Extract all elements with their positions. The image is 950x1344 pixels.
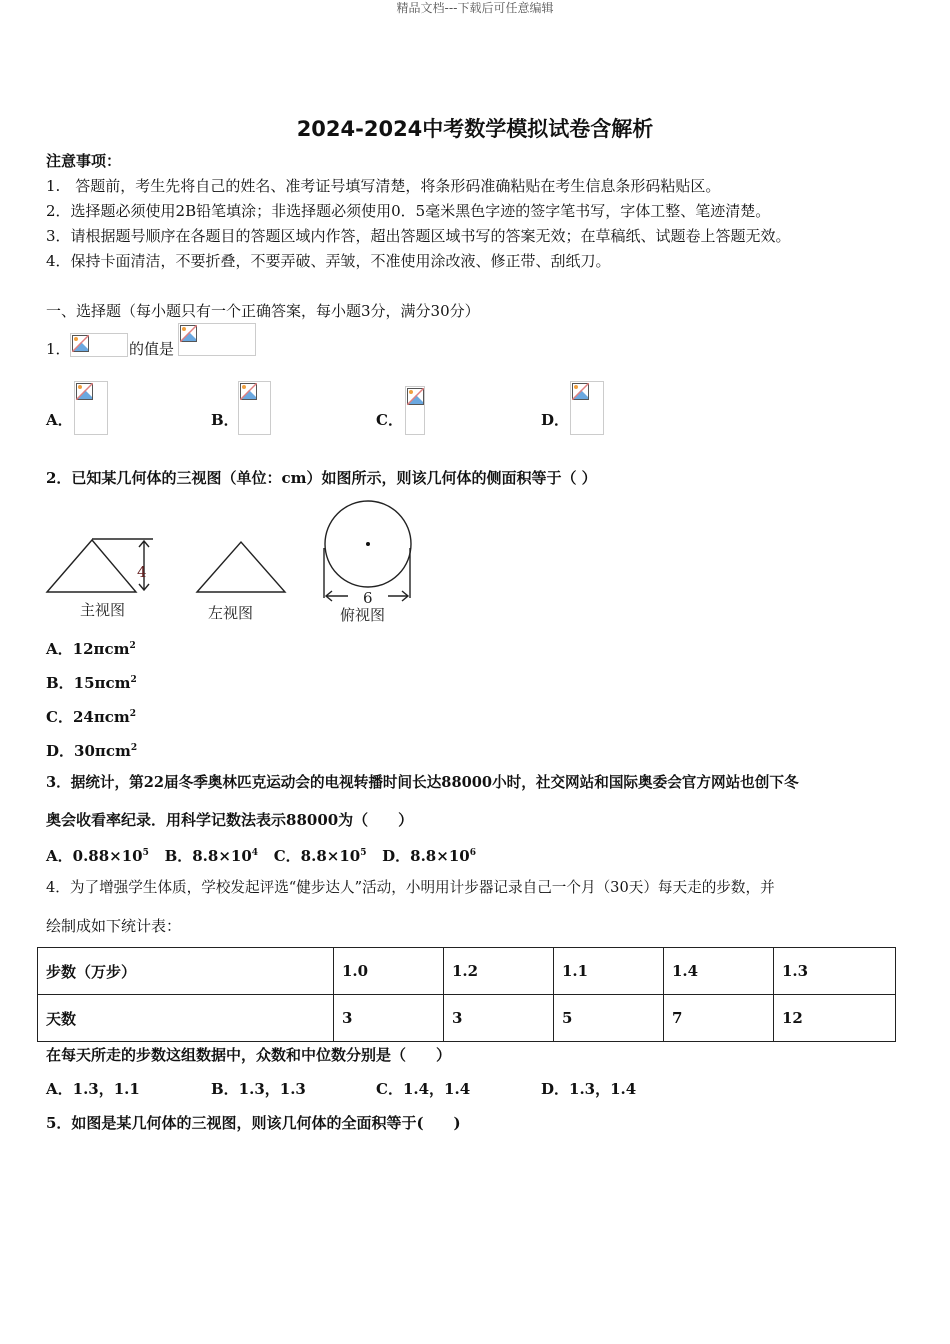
note-item: 4．保持卡面清洁，不要折叠，不要弄破、弄皱，不准使用涂改液、修正带、刮纸刀。 <box>46 252 611 270</box>
note-item: 1. 答题前，考生先将自己的姓名、准考证号填写清楚，将条形码准确粘贴在考生信息条形码粘贴区。 <box>46 177 721 195</box>
broken-image-icon <box>178 323 256 356</box>
q4-line2: 绘制成如下统计表： <box>46 917 182 935</box>
q5-text: 5．如图是某几何体的三视图，则该几何体的全面积等于( ) <box>46 1114 461 1132</box>
q1-text: 的值是 <box>129 340 175 358</box>
q2-text: 2．已知某几何体的三视图（单位：cm）如图所示，则该几何体的侧面积等于（ ） <box>46 469 597 487</box>
q4-option-b: B．1.3，1.3 <box>211 1080 306 1098</box>
q1-option-a: A． <box>46 411 73 429</box>
broken-image-icon <box>238 381 271 435</box>
table-cell: 1.3 <box>774 948 896 995</box>
q1-option-b: B． <box>211 411 239 429</box>
broken-image-icon <box>74 381 108 435</box>
table-cell: 1.4 <box>664 948 774 995</box>
side-view-triangle <box>197 542 285 592</box>
table-cell: 1.0 <box>334 948 444 995</box>
table-row <box>38 995 896 1042</box>
table-cell: 7 <box>664 995 774 1042</box>
front-view-triangle <box>47 540 136 592</box>
table-cell: 1.2 <box>444 948 554 995</box>
steps-table <box>37 947 896 1042</box>
q2-option-c: C．24πcm$^2$ <box>46 708 137 726</box>
q1-number: 1． <box>46 340 71 358</box>
broken-image-icon <box>70 333 128 357</box>
q4-option-a: A．1.3，1.1 <box>46 1080 140 1098</box>
q4-line1: 4．为了增强学生体质，学校发起评选“健步达人”活动，小明用计步器记录自己一个月（30天）每天走的步数，并 <box>46 879 775 896</box>
table-cell: 1.1 <box>554 948 664 995</box>
top-view-label: 俯视图 <box>340 606 386 624</box>
table-row <box>38 948 896 995</box>
q3-line2: 奥会收看率纪录．用科学记数法表示88000为（ ） <box>46 811 414 829</box>
width-label: 6 <box>363 589 373 607</box>
q4-option-d: D．1.3，1.4 <box>541 1080 637 1098</box>
front-view-label: 主视图 <box>80 601 126 619</box>
q4-option-c: C．1.4，1.4 <box>376 1080 471 1098</box>
table-cell: 天数 <box>38 995 334 1042</box>
side-view-label: 左视图 <box>208 604 254 622</box>
page-header: 精品文档---下载后可任意编辑 <box>396 1 554 15</box>
table-cell: 3 <box>334 995 444 1042</box>
q3-options: A．$0.88\times 10^5$ B．$8.8\times 10^4$ C．$8.8\times 10^5$ D．$8.8\times 10^6$ <box>46 847 476 865</box>
table-cell: 步数（万步） <box>38 948 334 995</box>
height-label: 4 <box>137 563 147 581</box>
section-heading: 一、选择题（每小题只有一个正确答案，每小题3分，满分30分） <box>46 302 480 320</box>
broken-image-icon <box>405 386 425 435</box>
q1-option-d: D． <box>541 411 570 429</box>
broken-image-icon <box>570 381 604 435</box>
table-cell: 12 <box>774 995 896 1042</box>
q4-question: 在每天所走的步数这组数据中，众数和中位数分别是（ ） <box>46 1046 452 1064</box>
q3-line1: 3．据统计，第22届冬季奥林匹克运动会的电视转播时间长达88000小时，社交网站和国际奥委会官方网站也创下冬 <box>46 774 799 791</box>
q2-option-a: A．12πcm$^2$ <box>46 640 136 658</box>
q2-option-b: B．15πcm$^2$ <box>46 674 137 692</box>
notes-heading: 注意事项： <box>46 152 122 170</box>
q2-option-d: D．30πcm$^2$ <box>46 742 138 760</box>
table-cell: 5 <box>554 995 664 1042</box>
q1-option-c: C． <box>376 411 403 429</box>
table-cell: 3 <box>444 995 554 1042</box>
page-title: 2024-2024中考数学模拟试卷含解析 <box>296 117 654 141</box>
three-view-figure <box>40 500 440 630</box>
note-item: 3．请根据题号顺序在各题目的答题区域内作答，超出答题区域书写的答案无效；在草稿纸、试题卷上答题无效。 <box>46 227 791 245</box>
note-item: 2．选择题必须使用2B铅笔填涂；非选择题必须使用0．5毫米黑色字迹的签字笔书写，字体工整、笔迹清楚。 <box>46 202 771 220</box>
